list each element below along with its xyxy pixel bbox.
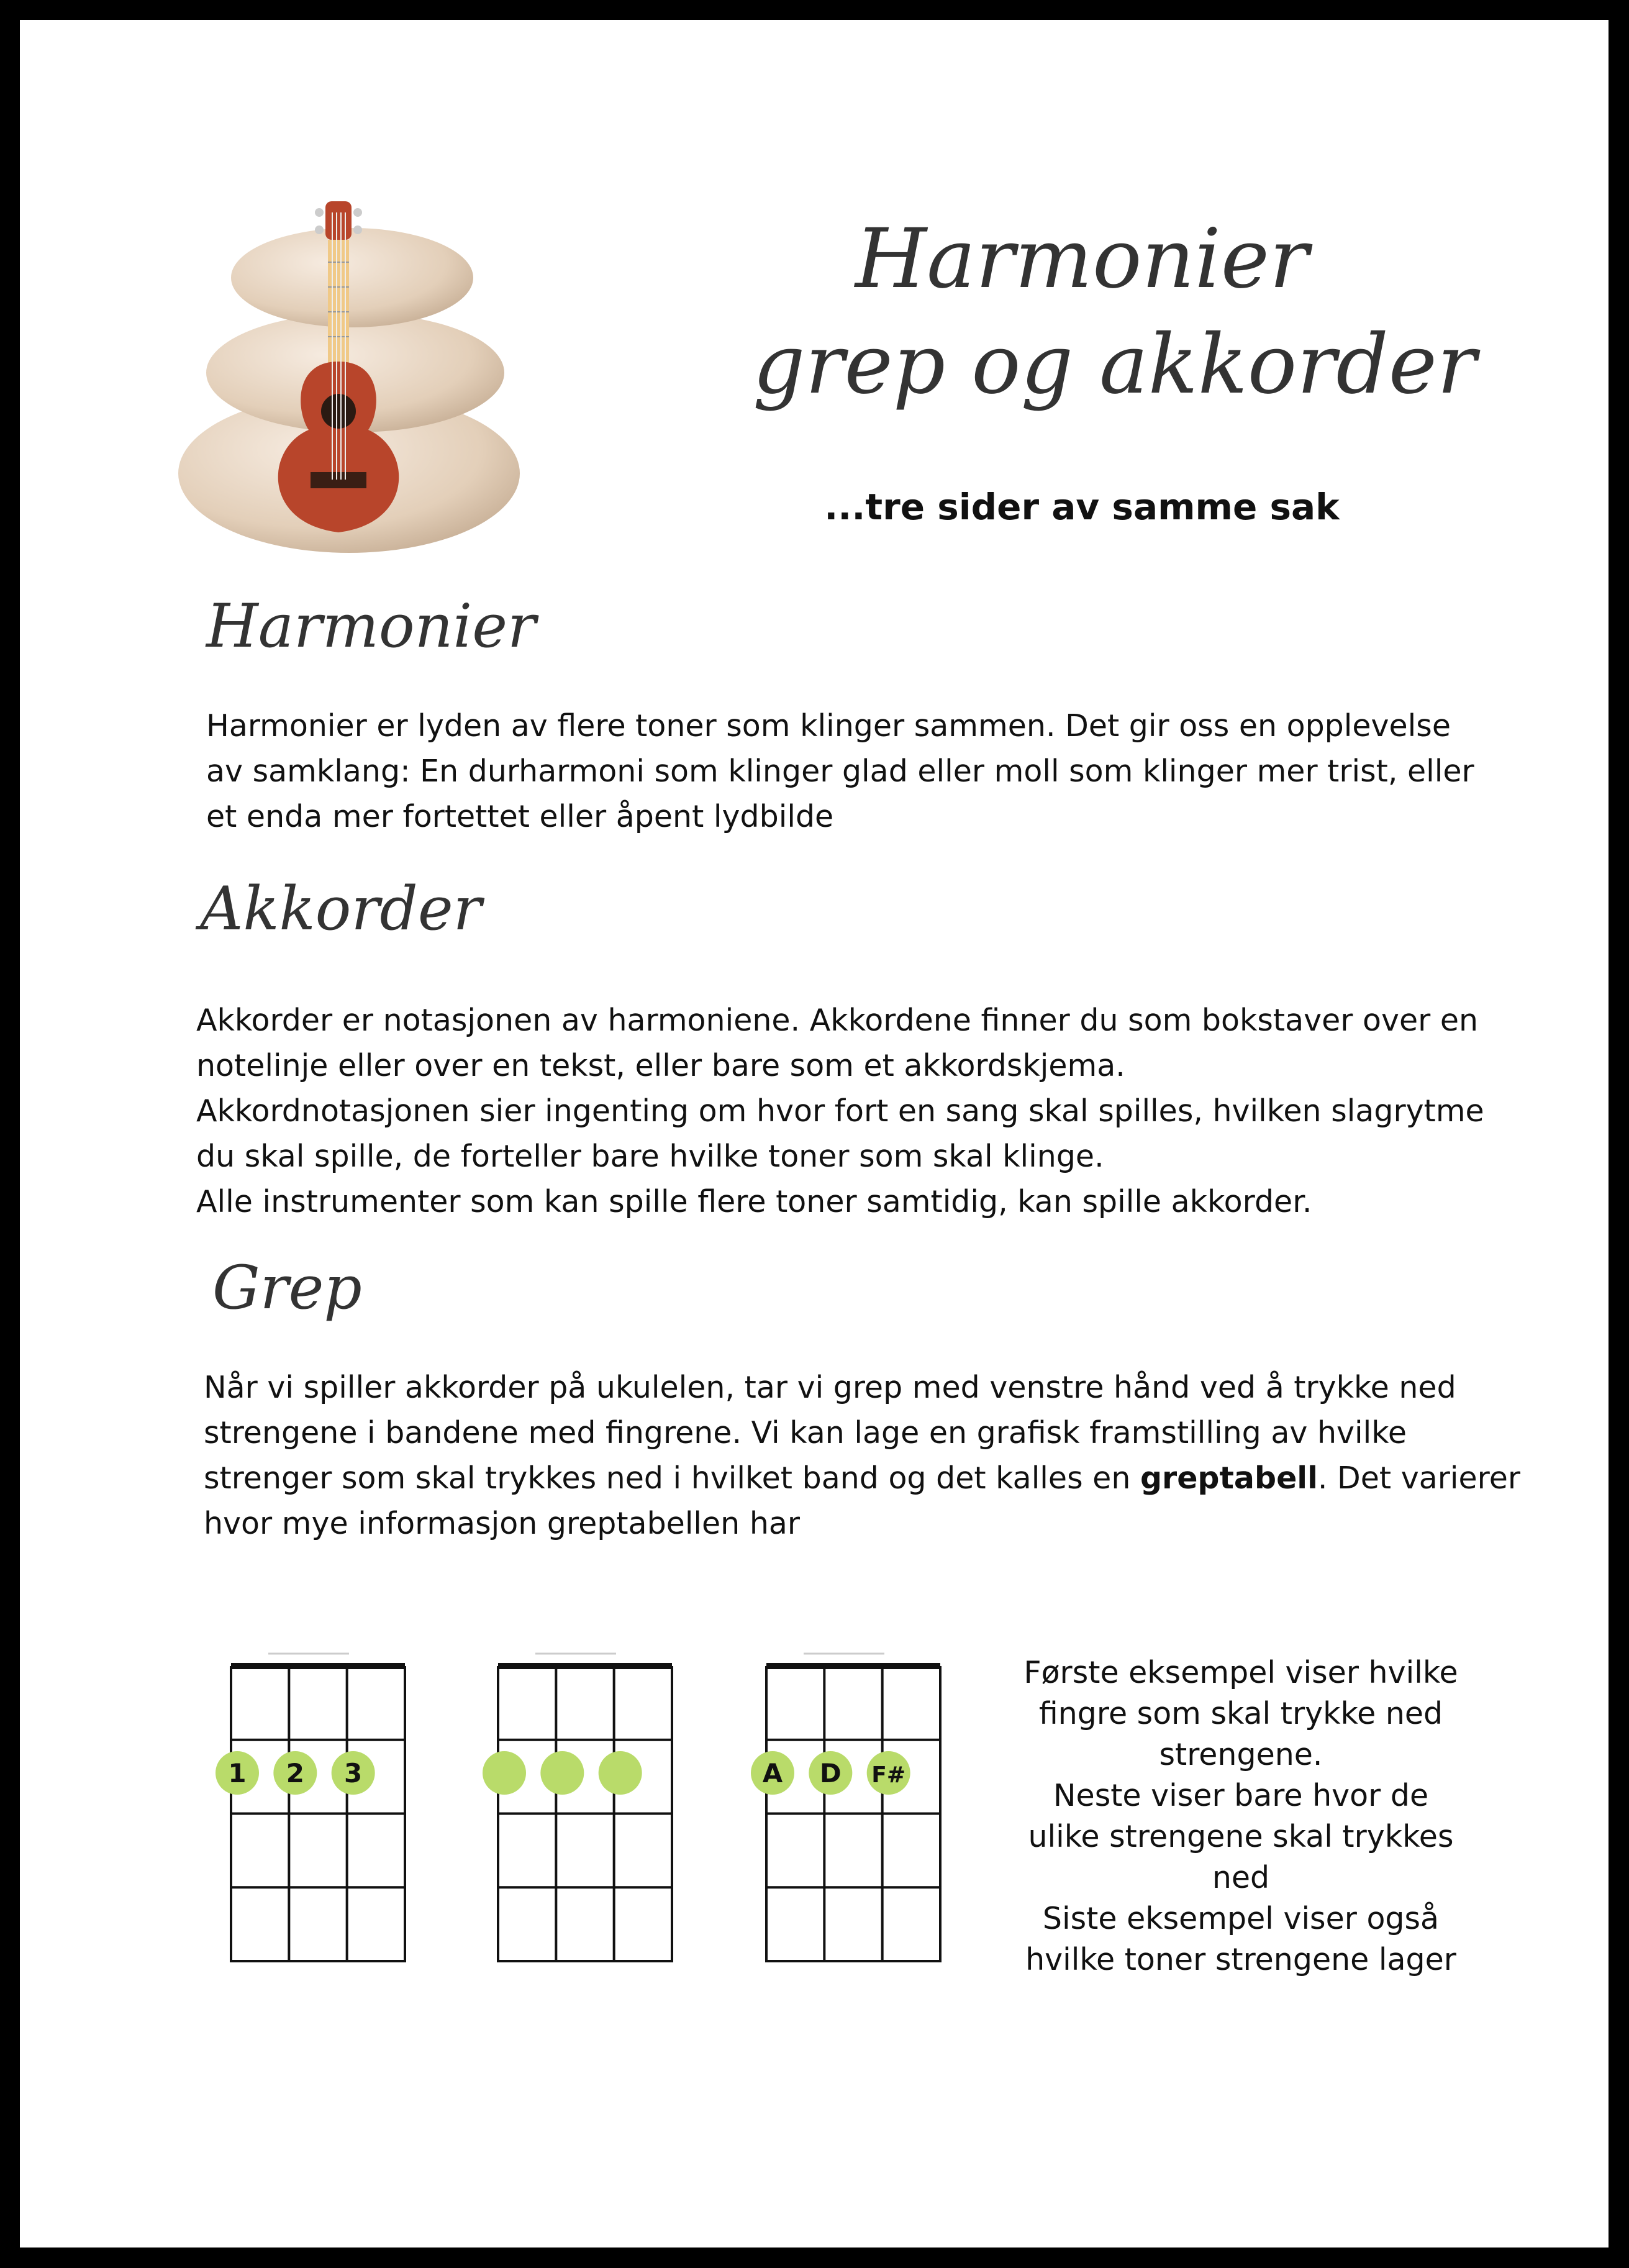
finger-dot — [483, 1751, 526, 1795]
page-title — [753, 206, 1477, 417]
finger-dot-label: 2 — [286, 1758, 304, 1788]
heading-grep: Grep — [212, 1253, 362, 1323]
chord-diagram-2 — [473, 1647, 678, 1983]
paragraph-grep — [204, 1365, 1520, 1546]
finger-dot-label: D — [819, 1758, 842, 1788]
caption-line: ned — [1212, 1860, 1270, 1895]
caption-line: hvilke toner strengene lager — [1025, 1942, 1456, 1977]
heading-harmonier: Harmonier — [206, 591, 536, 661]
finger-dot-label: 3 — [344, 1758, 363, 1788]
paragraph-harmonier — [206, 703, 1474, 839]
paragraph-line: Alle instrumenter som kan spille flere toner samtidig, kan spille akkorder. — [196, 1184, 1312, 1219]
caption-line: ulike strengene skal trykkes — [1028, 1819, 1454, 1854]
ukulele-stones-illustration — [157, 175, 529, 560]
paragraph-line: strengene i bandene med fingrene. Vi kan lage en grafisk framstilling av hvilke — [204, 1415, 1407, 1451]
paragraph-line: et enda mer fortettet eller åpent lydbilde — [206, 799, 834, 834]
caption-line: Første eksempel viser hvilke — [1023, 1655, 1458, 1690]
text-span: strenger som skal trykkes ned i hvilket band og det kalles en — [204, 1460, 1140, 1496]
paragraph-line-mixed — [204, 1455, 1520, 1501]
ukulele-head — [325, 201, 352, 240]
page-subtitle: ...tre sider av samme sak — [824, 486, 1340, 528]
paragraph-line: av samklang: En durharmoni som klinger glad eller moll som klinger mer trist, eller — [206, 754, 1474, 789]
paragraph-line: Når vi spiller akkorder på ukulelen, tar vi grep med venstre hånd ved å trykke ned — [204, 1370, 1456, 1405]
chord-diagram-1 — [206, 1647, 411, 1983]
caption-line: fingre som skal trykke ned — [1038, 1696, 1443, 1731]
caption-line: strengene. — [1159, 1737, 1323, 1772]
finger-dot — [540, 1751, 584, 1795]
caption-line: Siste eksempel viser også — [1042, 1901, 1440, 1936]
finger-dot-label: A — [762, 1758, 783, 1788]
paragraph-line: Akkordnotasjonen sier ingenting om hvor fort en sang skal spilles, hvilken slagrytme — [196, 1093, 1484, 1129]
ukulele-soundhole — [321, 394, 356, 429]
heading-akkorder: Akkorder — [200, 874, 482, 944]
paragraph-line: du skal spille, de forteller bare hvilke toner som skal klinge. — [196, 1139, 1104, 1174]
paragraph-line: Harmonier er lyden av flere toner som klinger sammen. Det gir oss en opplevelse — [206, 708, 1451, 744]
paragraph-line: hvor mye informasjon greptabellen har — [204, 1506, 801, 1541]
caption-line: Neste viser bare hvor de — [1053, 1778, 1429, 1813]
document-page — [20, 20, 1609, 2248]
title-line-1: Harmonier — [855, 211, 1309, 307]
paragraph-line: notelinje eller over en tekst, eller bare som et akkordskjema. — [196, 1048, 1125, 1083]
chord-diagram-3 — [742, 1647, 946, 1983]
bold-term: greptabell — [1140, 1460, 1318, 1496]
text-span: . Det varierer — [1317, 1460, 1520, 1496]
paragraph-akkorder — [196, 998, 1484, 1224]
finger-dot-label: 1 — [228, 1758, 247, 1788]
paragraph-line: Akkorder er notasjonen av harmoniene. Akkordene finner du som bokstaver over en — [196, 1003, 1479, 1038]
stone-top — [231, 228, 473, 327]
ukulele-bridge — [311, 472, 366, 488]
diagram-caption — [1023, 1652, 1458, 1980]
title-line-2: grep og akkorder — [753, 317, 1477, 412]
finger-dot — [599, 1751, 642, 1795]
finger-dot-label: F# — [871, 1762, 906, 1788]
